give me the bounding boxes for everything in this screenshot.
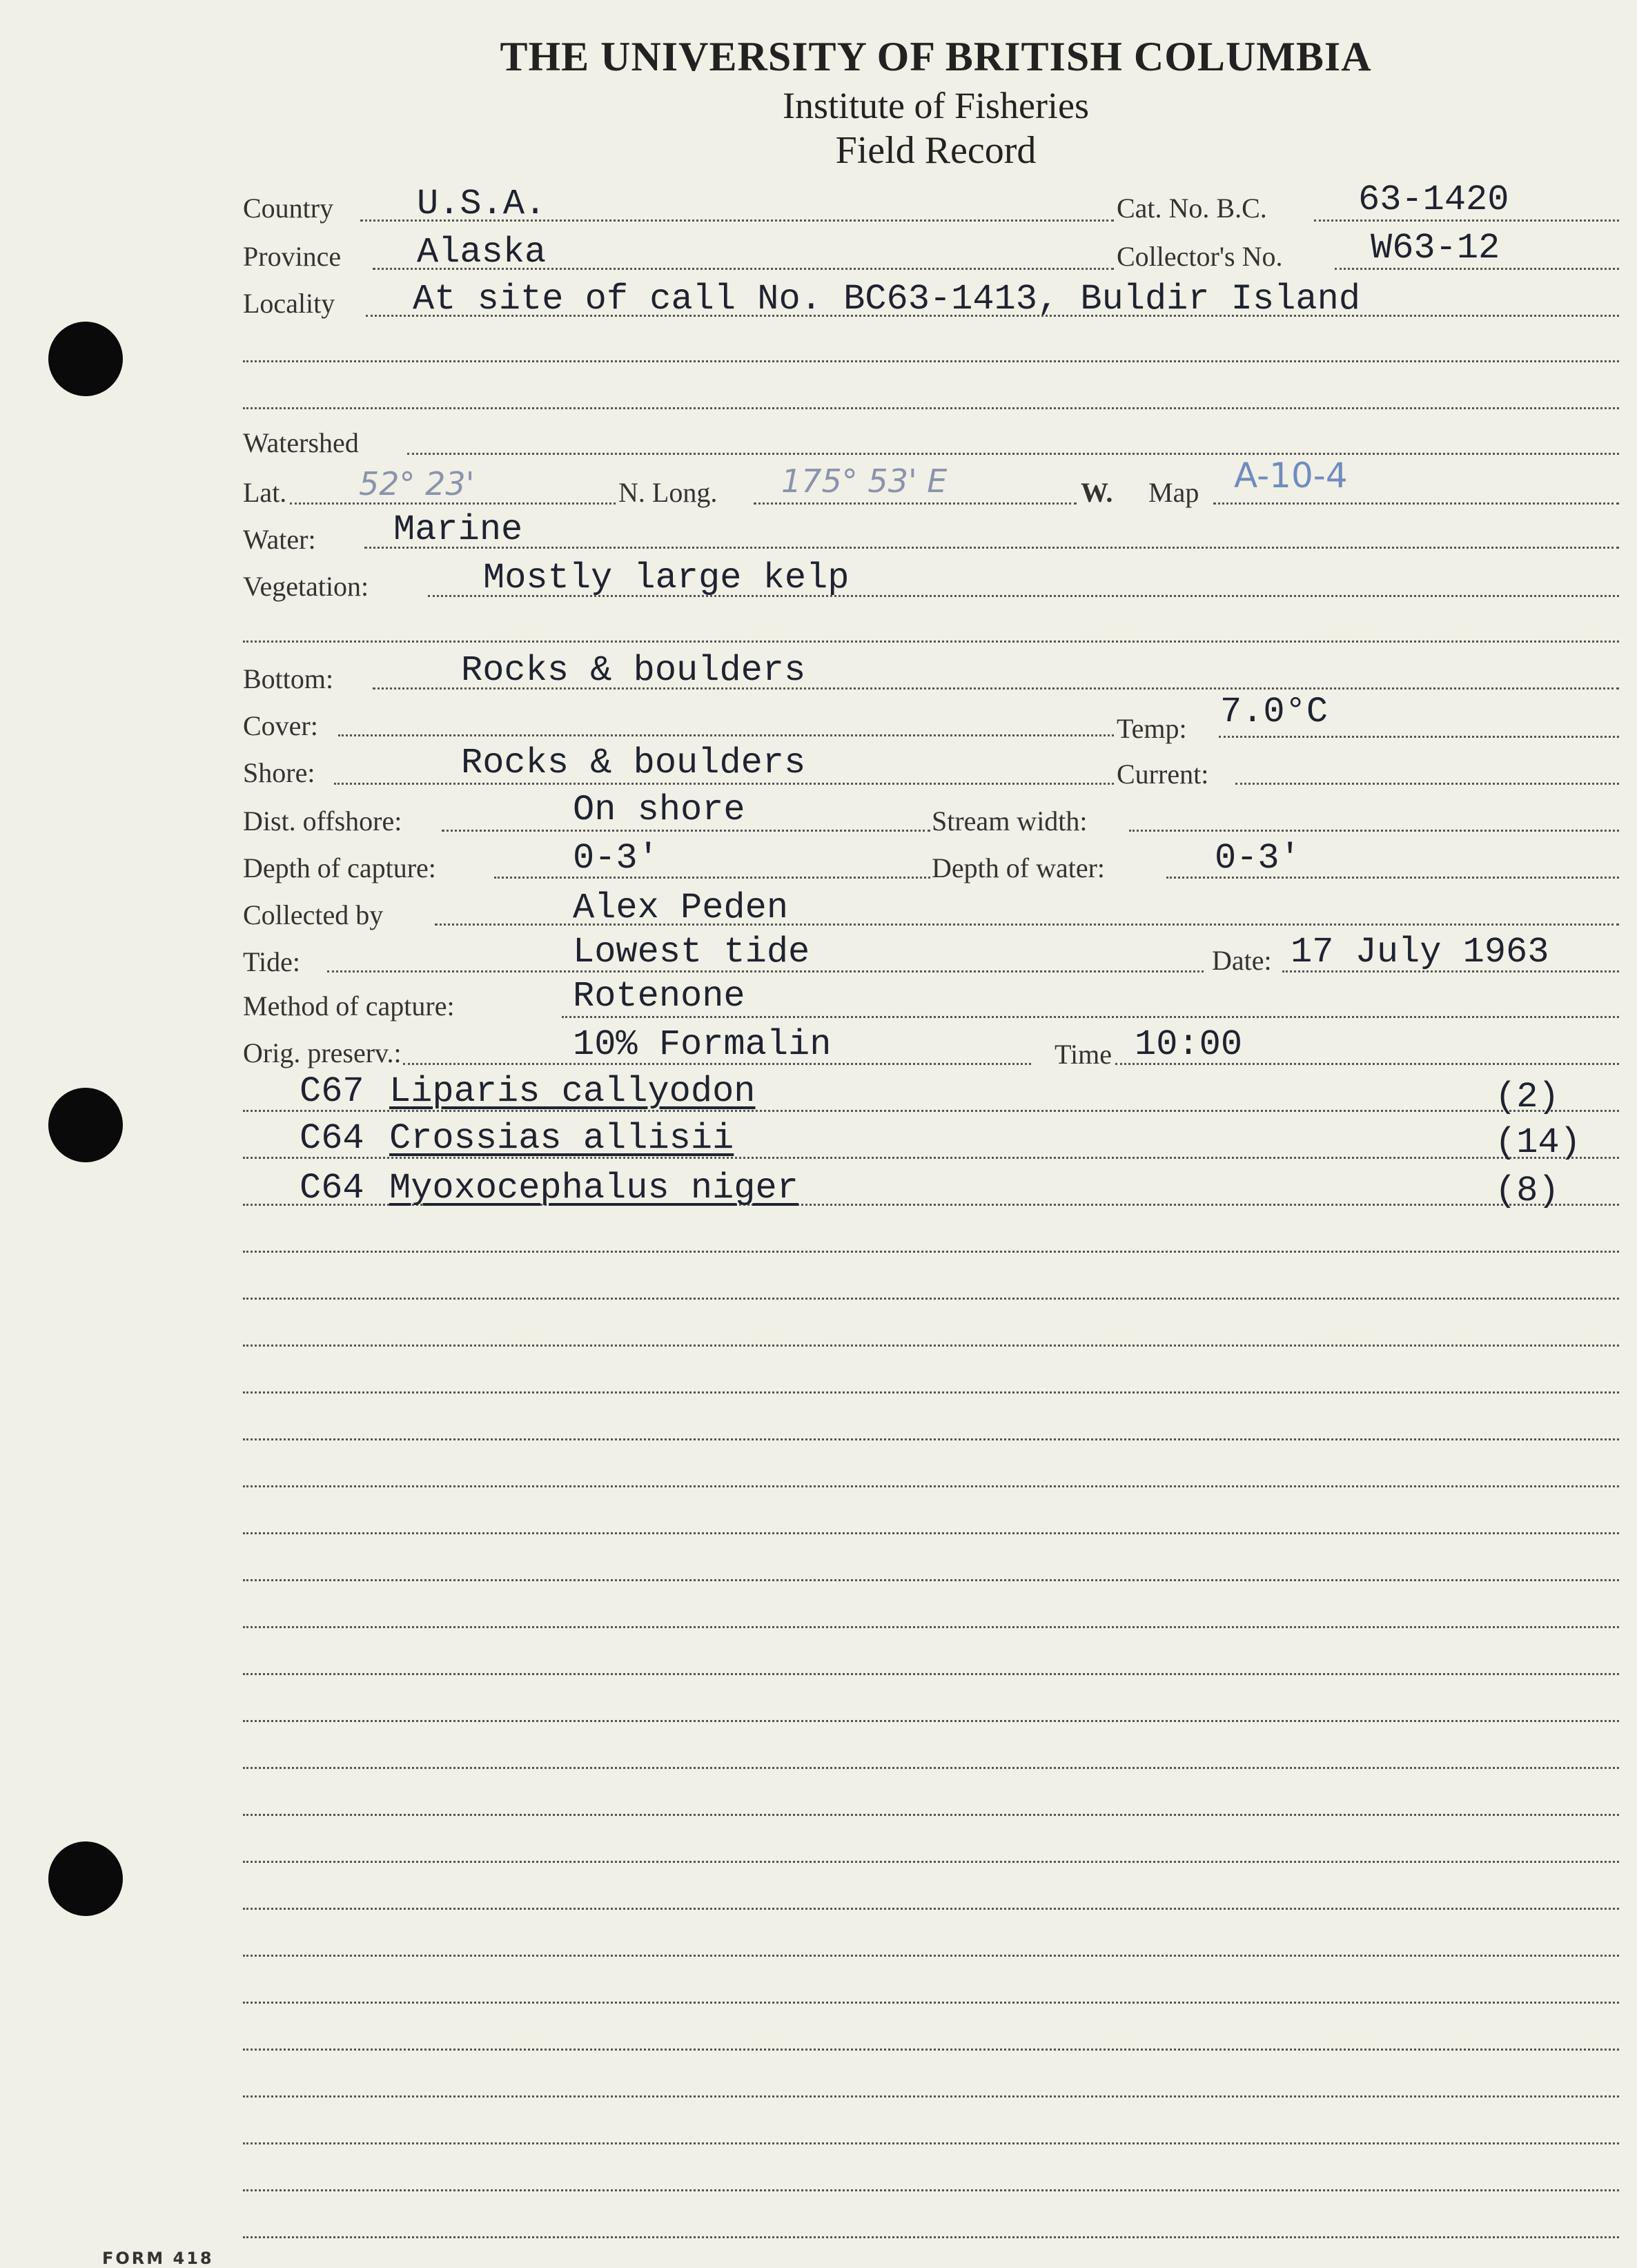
blank-line [243, 2049, 1619, 2051]
shore-label: Shore: [243, 757, 315, 788]
blank-line [243, 1438, 1619, 1440]
blank-line [243, 1767, 1619, 1769]
depth-capture-line [494, 877, 930, 879]
bottom-value: Rocks & boulders [461, 650, 806, 691]
blank-line [243, 1579, 1619, 1581]
collected-by-value: Alex Peden [573, 888, 789, 928]
blank-line [243, 1298, 1619, 1300]
orig-preserv-label: Orig. preserv.: [243, 1037, 402, 1068]
collectors-no-value: W63-12 [1371, 228, 1500, 268]
dist-offshore-value: On shore [573, 790, 745, 830]
water-line [364, 547, 1619, 549]
blank-line [243, 1814, 1619, 1816]
temp-label: Temp: [1117, 713, 1187, 744]
depth-water-label: Depth of water: [932, 852, 1106, 883]
vegetation-line-2 [243, 641, 1619, 643]
blank-line [243, 1345, 1619, 1347]
date-value: 17 July 1963 [1291, 932, 1549, 972]
locality-label: Locality [243, 288, 335, 319]
country-label: Country [243, 193, 334, 224]
blank-line [243, 2095, 1619, 2098]
binder-hole-bottom [48, 1841, 123, 1916]
water-value: Marine [393, 509, 523, 550]
species-code: C64 [300, 1118, 364, 1159]
lat-value: 52° 23' [359, 465, 475, 502]
institute-title: Institute of Fisheries [783, 85, 1089, 126]
binder-hole-top [48, 322, 123, 396]
depth-capture-value: 0-3' [573, 838, 659, 879]
vegetation-value: Mostly large kelp [483, 558, 850, 598]
cover-label: Cover: [243, 710, 318, 741]
time-label: Time [1055, 1039, 1112, 1070]
vegetation-label: Vegetation: [243, 571, 369, 602]
blank-line [243, 1955, 1619, 1957]
map-value: A-10-4 [1234, 456, 1348, 496]
watershed-label: Watershed [243, 427, 359, 458]
country-value: U.S.A. [417, 184, 547, 224]
tide-label: Tide: [243, 946, 301, 977]
time-value: 10:00 [1135, 1024, 1243, 1065]
method-value: Rotenone [573, 976, 745, 1017]
blank-line [243, 1861, 1619, 1863]
blank-line [243, 2002, 1619, 2004]
temp-line [1219, 736, 1619, 738]
depth-capture-label: Depth of capture: [243, 852, 436, 883]
n-long-label: N. Long. [618, 477, 718, 508]
tide-value: Lowest tide [573, 932, 810, 972]
locality-value: At site of call No. BC63-1413, Buldir Island [413, 279, 1361, 320]
cat-no-label: Cat. No. B.C. [1117, 193, 1267, 224]
blank-line [243, 1908, 1619, 1910]
blank-line [243, 2189, 1619, 2191]
record-title: Field Record [835, 129, 1037, 172]
species-name: Crossias allisii [389, 1118, 734, 1159]
stream-width-label: Stream width: [932, 805, 1088, 837]
long-line [754, 502, 1077, 505]
w-label: W. [1081, 477, 1113, 508]
province-label: Province [243, 241, 342, 272]
shore-value: Rocks & boulders [461, 743, 806, 783]
cat-no-value: 63-1420 [1358, 179, 1509, 220]
blank-line [243, 1626, 1619, 1628]
depth-water-value: 0-3' [1215, 838, 1301, 879]
species-name: Myoxocephalus niger [389, 1168, 798, 1209]
species-code: C67 [300, 1071, 364, 1112]
method-label: Method of capture: [243, 990, 455, 1021]
species-count: (14) [1495, 1122, 1581, 1163]
form-number: FORM 418 [102, 2249, 214, 2268]
lat-label: Lat. [243, 477, 287, 508]
temp-value: 7.0°C [1220, 692, 1329, 732]
lat-line [290, 502, 616, 505]
binder-hole-middle [48, 1088, 123, 1162]
blank-line [243, 1532, 1619, 1534]
locality-line-2 [243, 360, 1619, 362]
blank-line [243, 1720, 1619, 1722]
collectors-no-label: Collector's No. [1117, 241, 1283, 272]
blank-line [243, 2236, 1619, 2238]
bottom-label: Bottom: [243, 663, 334, 694]
blank-line [243, 2142, 1619, 2144]
species-count: (2) [1495, 1077, 1560, 1117]
long-value: 175° 53' E [781, 462, 948, 500]
water-label: Water: [243, 524, 316, 555]
watershed-line [407, 453, 1619, 455]
collected-by-label: Collected by [243, 899, 384, 930]
cover-line [338, 734, 1114, 736]
current-label: Current: [1117, 759, 1209, 790]
blank-line [243, 1485, 1619, 1487]
stream-width-line [1129, 830, 1619, 832]
species-code: C64 [300, 1168, 364, 1209]
map-label: Map [1148, 477, 1199, 508]
province-value: Alaska [417, 232, 547, 273]
map-line [1213, 502, 1619, 505]
blank-line [243, 1673, 1619, 1675]
university-title: THE UNIVERSITY OF BRITISH COLUMBIA [500, 34, 1372, 79]
orig-preserv-value: 10% Formalin [573, 1024, 832, 1065]
current-line [1235, 783, 1619, 785]
species-name: Liparis callyodon [389, 1071, 756, 1112]
species-count: (8) [1495, 1171, 1560, 1211]
blank-line [243, 1391, 1619, 1394]
date-label: Date: [1212, 945, 1272, 976]
blank-line [243, 1251, 1619, 1253]
dist-offshore-label: Dist. offshore: [243, 805, 402, 837]
locality-line-3 [243, 407, 1619, 409]
